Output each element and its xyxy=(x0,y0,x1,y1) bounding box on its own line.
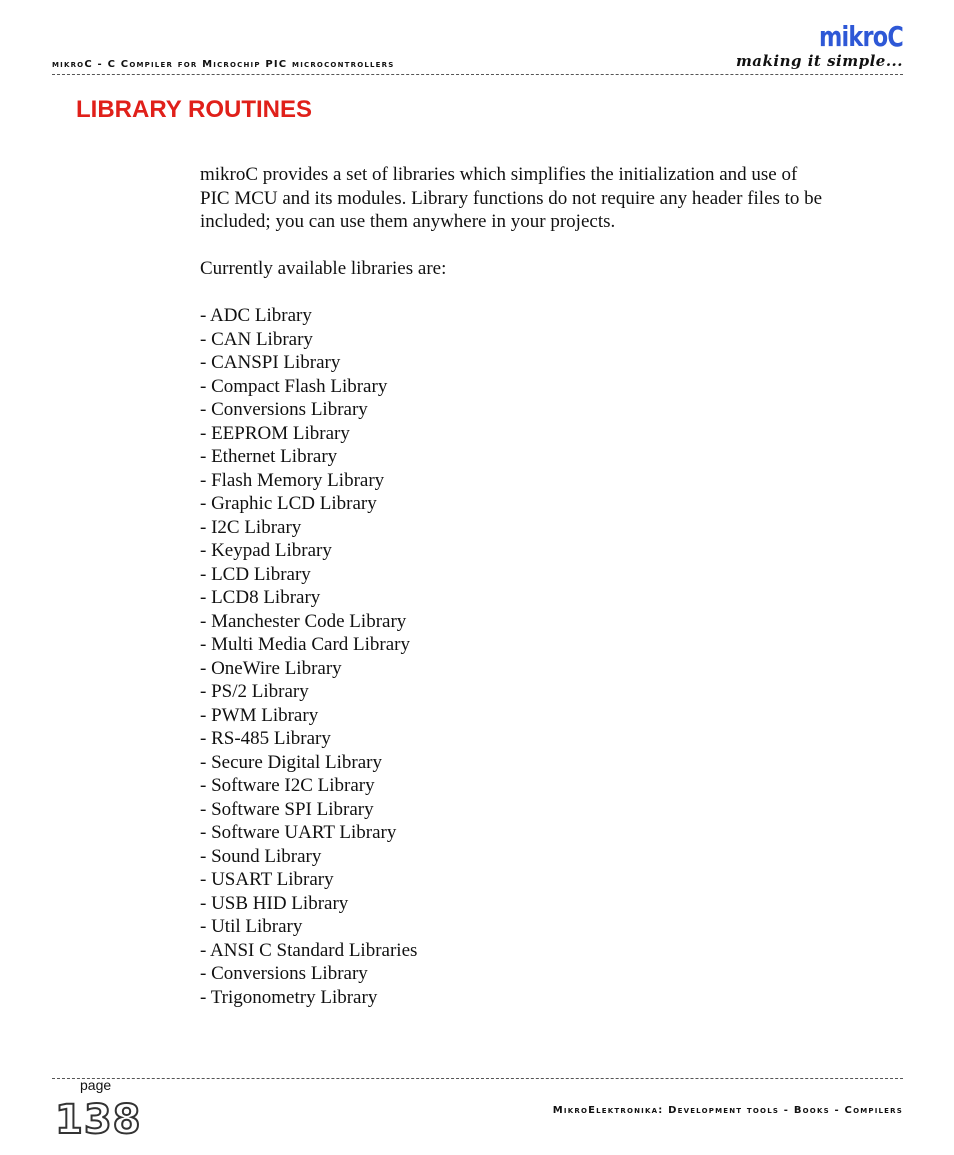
library-list-item: - USB HID Library xyxy=(200,892,349,914)
library-list-item: - ADC Library xyxy=(200,305,312,326)
library-list xyxy=(200,304,860,1009)
library-list-item: - Ethernet Library xyxy=(200,446,338,467)
library-list-item: - CANSPI Library xyxy=(200,352,341,373)
library-list-item: - Software UART Library xyxy=(200,822,397,843)
mikroc-logo: mikroC xyxy=(819,20,903,53)
library-list-item: - Sound Library xyxy=(200,845,322,867)
library-list-item: - ANSI C Standard Libraries xyxy=(200,939,418,961)
tagline: making it simple... xyxy=(735,52,903,70)
library-list-item: - RS-485 Library xyxy=(200,728,331,749)
library-list-item: - CAN Library xyxy=(200,328,313,350)
library-list-item: - Software SPI Library xyxy=(200,798,374,820)
library-list-item: - PS/2 Library xyxy=(200,681,309,702)
intro-paragraph xyxy=(200,163,860,234)
intro-line: included; you can use them anywhere in your projects. xyxy=(200,211,616,232)
library-list-item: - Util Library xyxy=(200,916,303,937)
body-content xyxy=(200,163,860,1009)
library-list-item: - EEPROM Library xyxy=(200,422,350,444)
page-number: 138 xyxy=(55,1097,142,1143)
header-divider xyxy=(52,74,903,75)
library-list-item: - Secure Digital Library xyxy=(200,751,383,773)
library-list-item: - Graphic LCD Library xyxy=(200,493,377,514)
library-list-item: - Conversions Library xyxy=(200,963,368,984)
library-list-item: - PWM Library xyxy=(200,704,319,726)
intro-line: PIC MCU and its modules. Library functions do not require any header files to be xyxy=(200,187,823,209)
library-list-item: - USART Library xyxy=(200,869,334,890)
running-header: mikroC - C Compiler for Microchip PIC microcontrollers xyxy=(52,59,395,70)
publisher-footer: MikroElektronika: Development tools - Books - Compilers xyxy=(552,1105,903,1116)
footer-divider xyxy=(52,1078,903,1079)
library-list-item: - Software I2C Library xyxy=(200,775,375,796)
library-list-item: - Manchester Code Library xyxy=(200,610,407,632)
page-label: page xyxy=(80,1077,112,1093)
library-list-item: - LCD Library xyxy=(200,563,311,585)
library-list-item: - Conversions Library xyxy=(200,399,368,420)
available-libraries-text: Currently available libraries are: xyxy=(200,258,447,279)
section-title: LIBRARY ROUTINES xyxy=(76,96,313,123)
library-list-item: - Multi Media Card Library xyxy=(200,634,411,655)
library-list-item: - OneWire Library xyxy=(200,657,342,679)
library-list-item: - Flash Memory Library xyxy=(200,469,385,491)
library-list-item: - Keypad Library xyxy=(200,540,332,561)
library-list-item: - I2C Library xyxy=(200,516,302,538)
library-list-item: - LCD8 Library xyxy=(200,587,321,608)
library-list-item: - Compact Flash Library xyxy=(200,375,388,397)
intro-line: mikroC provides a set of libraries which simplifies the initialization and use of xyxy=(200,164,798,185)
library-list-item: - Trigonometry Library xyxy=(200,986,378,1008)
